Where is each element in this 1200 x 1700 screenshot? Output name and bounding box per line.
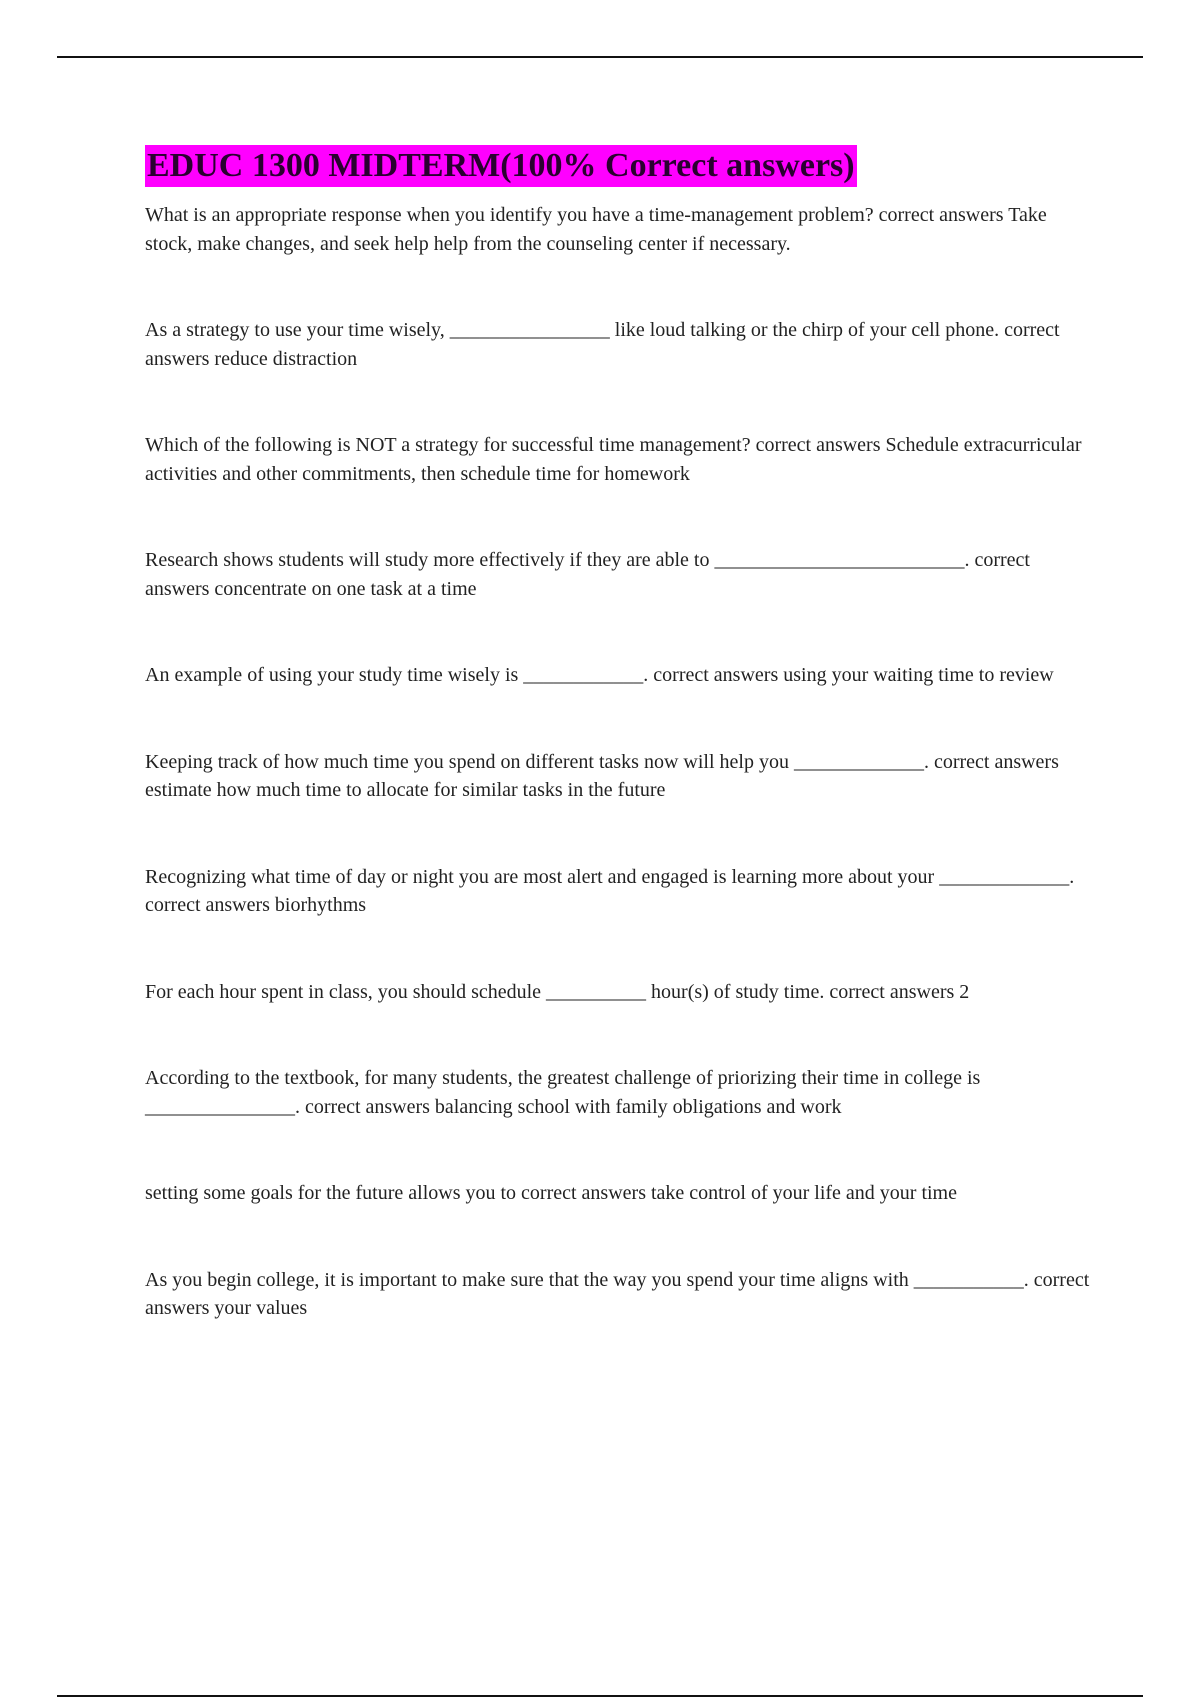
document-title: EDUC 1300 MIDTERM(100% Correct answers) bbox=[145, 145, 857, 187]
document-body bbox=[145, 145, 1095, 1381]
qa-item-1: What is an appropriate response when you identify you have a time-management problem? correct answers Take stock, make changes, and seek help help from the counseling center if necessary. bbox=[145, 204, 1047, 255]
qa-item-11: As you begin college, it is important to make sure that the way you spend your time aligns with ___________. correct answers your values bbox=[145, 1268, 1090, 1319]
qa-item-2: As a strategy to use your time wisely, ________________ like loud talking or the chirp of your cell phone. correct answers reduce distraction bbox=[145, 319, 1060, 370]
qa-item-4: Research shows students will study more effectively if they are able to _________________________. correct answers concentrate on one task at a time bbox=[145, 549, 1030, 600]
qa-item-7: Recognizing what time of day or night you are most alert and engaged is learning more about your _____________. correct answers biorhythms bbox=[145, 865, 1075, 916]
qa-item-9: According to the textbook, for many students, the greatest challenge of priorizing their time in college is _______________. correct answers balancing school with family obligations and work bbox=[145, 1067, 981, 1118]
qa-item-6: Keeping track of how much time you spend on different tasks now will help you _____________. correct answers estimate how much time to allocate for similar tasks in the future bbox=[145, 750, 1059, 801]
qa-item-5: An example of using your study time wisely is ____________. correct answers using your waiting time to review bbox=[145, 664, 1054, 686]
bottom-horizontal-rule bbox=[57, 1695, 1143, 1697]
question-answer-list bbox=[145, 201, 1095, 1323]
qa-item-10: setting some goals for the future allows you to correct answers take control of your life and your time bbox=[145, 1182, 957, 1204]
qa-item-3: Which of the following is NOT a strategy for successful time management? correct answers Schedule extracurricular activities and other commitments, then schedule time for homework bbox=[145, 434, 1082, 485]
top-horizontal-rule bbox=[57, 56, 1143, 58]
qa-item-8: For each hour spent in class, you should schedule __________ hour(s) of study time. correct answers 2 bbox=[145, 980, 970, 1003]
